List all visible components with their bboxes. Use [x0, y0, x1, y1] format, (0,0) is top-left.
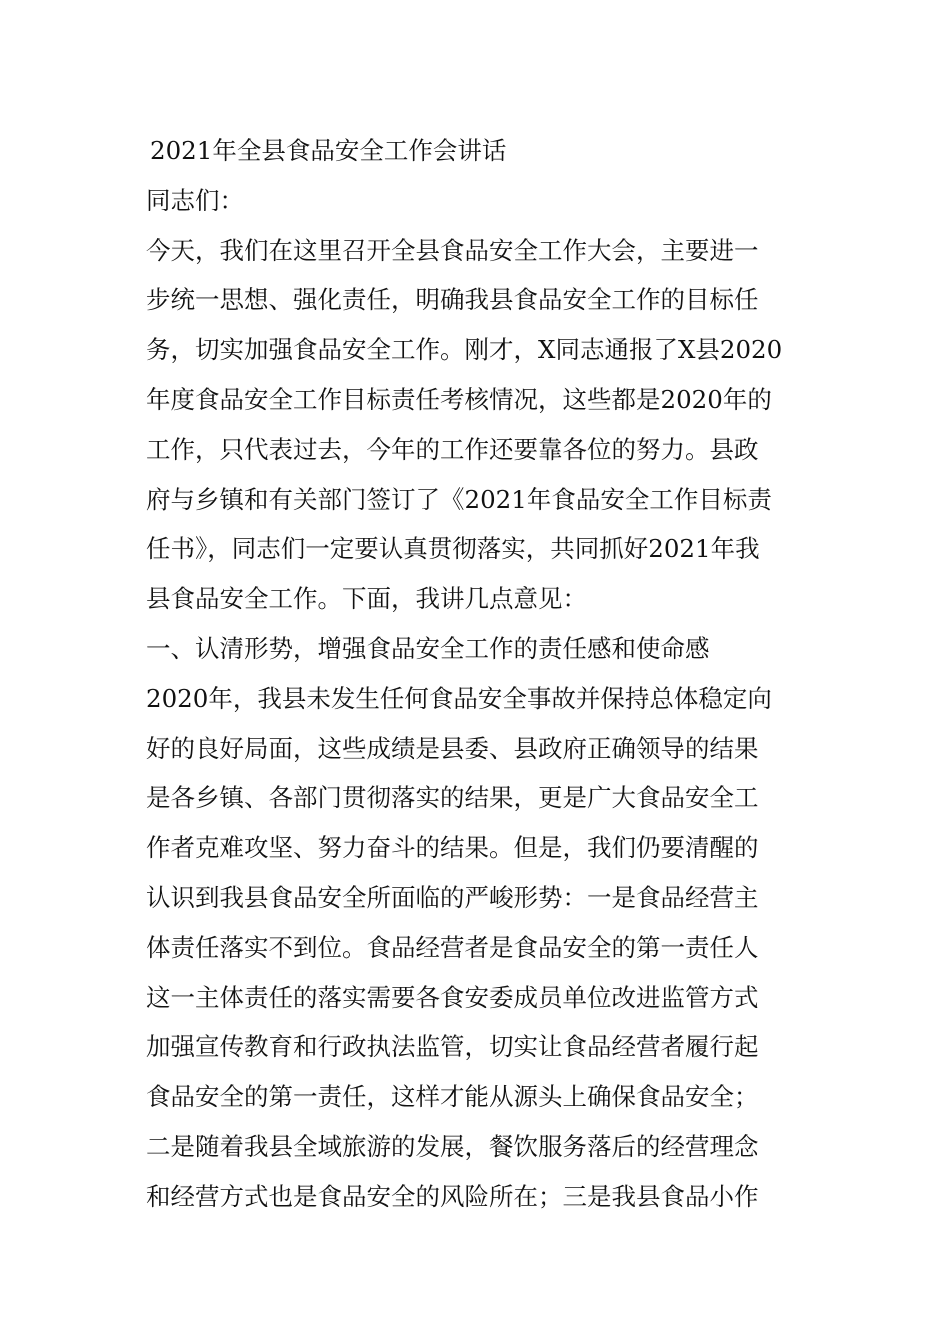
body-line: 务，切实加强食品安全工作。刚才，X同志通报了X县2020 — [146, 335, 783, 365]
body-line: 认识到我县食品安全所面临的严峻形势：一是食品经营主 — [146, 882, 759, 912]
body-line: 是各乡镇、各部门贯彻落实的结果，更是广大食品安全工 — [146, 783, 759, 813]
body-line: 作者克难攻坚、努力奋斗的结果。但是，我们仍要清醒的 — [146, 833, 759, 863]
document-title: 2021年全县食品安全工作会讲话 — [150, 136, 507, 165]
body-line: 好的良好局面，这些成绩是县委、县政府正确领导的结果 — [146, 733, 759, 763]
body-line: 县食品安全工作。下面，我讲几点意见： — [146, 584, 587, 614]
body-line: 2020年，我县未发生任何食品安全事故并保持总体稳定向 — [146, 683, 772, 713]
body-line: 今天，我们在这里召开全县食品安全工作大会，主要进一 — [146, 235, 759, 265]
body-line: 府与乡镇和有关部门签订了《2021年食品安全工作目标责 — [146, 484, 772, 514]
body-line: 二是随着我县全域旅游的发展，餐饮服务落后的经营理念 — [146, 1131, 759, 1161]
body-line: 和经营方式也是食品安全的风险所在；三是我县食品小作 — [146, 1181, 759, 1211]
body-line: 这一主体责任的落实需要各食安委成员单位改进监管方式 — [146, 982, 759, 1012]
section-heading: 一、认清形势，增强食品安全工作的责任感和使命感 — [146, 633, 710, 663]
body-line: 步统一思想、强化责任，明确我县食品安全工作的目标任 — [146, 285, 759, 315]
body-line: 体责任落实不到位。食品经营者是食品安全的第一责任人 — [146, 932, 759, 962]
salutation: 同志们： — [146, 185, 244, 215]
body-line: 加强宣传教育和行政执法监管，切实让食品经营者履行起 — [146, 1032, 759, 1062]
body-line: 任书》，同志们一定要认真贯彻落实，共同抓好2021年我 — [146, 534, 760, 564]
document-body — [146, 126, 816, 1222]
body-line: 工作，只代表过去，今年的工作还要靠各位的努力。县政 — [146, 434, 759, 464]
body-line: 食品安全的第一责任，这样才能从源头上确保食品安全； — [146, 1082, 759, 1112]
body-line: 年度食品安全工作目标责任考核情况，这些都是2020年的 — [146, 384, 772, 414]
